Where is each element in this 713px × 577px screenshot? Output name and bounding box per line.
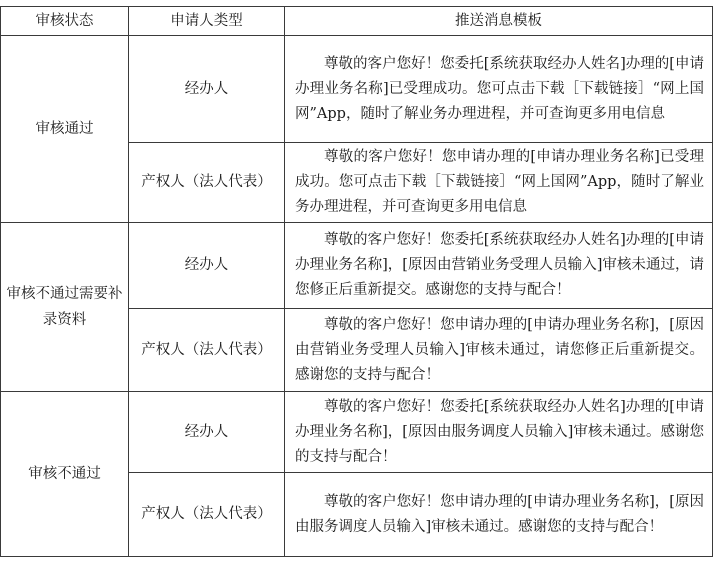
header-message-template: 推送消息模板	[285, 7, 713, 36]
table-row	[1, 223, 713, 309]
table-row	[1, 36, 713, 143]
message-cell	[285, 143, 713, 223]
header-row	[1, 7, 713, 36]
header-review-status: 审核状态	[1, 7, 129, 36]
message-text: 尊敬的客户您好！您申请办理的[申请办理业务名称]，[原因由服务调度人员输入]审核未通过。感谢您的支持与配合！	[295, 493, 704, 535]
message-text: 尊敬的客户您好！您申请办理的[申请办理业务名称]已受理成功。您可点击下载［下载链接］“网上国网”App，随时了解业务办理进程，并可查询更多用电信息	[295, 149, 704, 215]
message-text: 尊敬的客户您好！您申请办理的[申请办理业务名称]，[原因由营销业务受理人员输入]审核未通过，请您修正后重新提交。感谢您的支持与配合！	[295, 316, 704, 383]
applicant-cell: 产权人（法人代表）	[129, 309, 285, 392]
message-cell	[285, 473, 713, 557]
message-text: 尊敬的客户您好！您委托[系统获取经办人姓名]办理的[申请办理业务名称]，[原因由服务调度人员输入]审核未通过。感谢您的支持与配合！	[295, 398, 704, 465]
header-applicant-type: 申请人类型	[129, 7, 285, 36]
status-cell-rejected: 审核不通过	[1, 392, 129, 557]
applicant-cell: 经办人	[129, 223, 285, 309]
message-cell	[285, 36, 713, 143]
applicant-cell: 经办人	[129, 392, 285, 473]
message-cell	[285, 392, 713, 473]
applicant-cell: 产权人（法人代表）	[129, 143, 285, 223]
applicant-cell: 产权人（法人代表）	[129, 473, 285, 557]
message-cell	[285, 309, 713, 392]
status-cell-rejected-supplement: 审核不通过需要补录资料	[1, 223, 129, 392]
applicant-cell: 经办人	[129, 36, 285, 143]
table-row	[1, 392, 713, 473]
message-template-table	[0, 6, 713, 557]
message-cell	[285, 223, 713, 309]
status-cell-approved: 审核通过	[1, 36, 129, 223]
message-text: 尊敬的客户您好！您委托[系统获取经办人姓名]办理的[申请办理业务名称]，[原因由营销业务受理人员输入]审核未通过，请您修正后重新提交。感谢您的支持与配合！	[295, 232, 704, 298]
message-template-table-wrapper	[0, 6, 713, 577]
message-text: 尊敬的客户您好！您委托[系统获取经办人姓名]办理的[申请办理业务名称]已受理成功。您可点击下载［下载链接］“网上国网”App，随时了解业务办理进程，并可查询更多用电信息	[295, 55, 704, 122]
